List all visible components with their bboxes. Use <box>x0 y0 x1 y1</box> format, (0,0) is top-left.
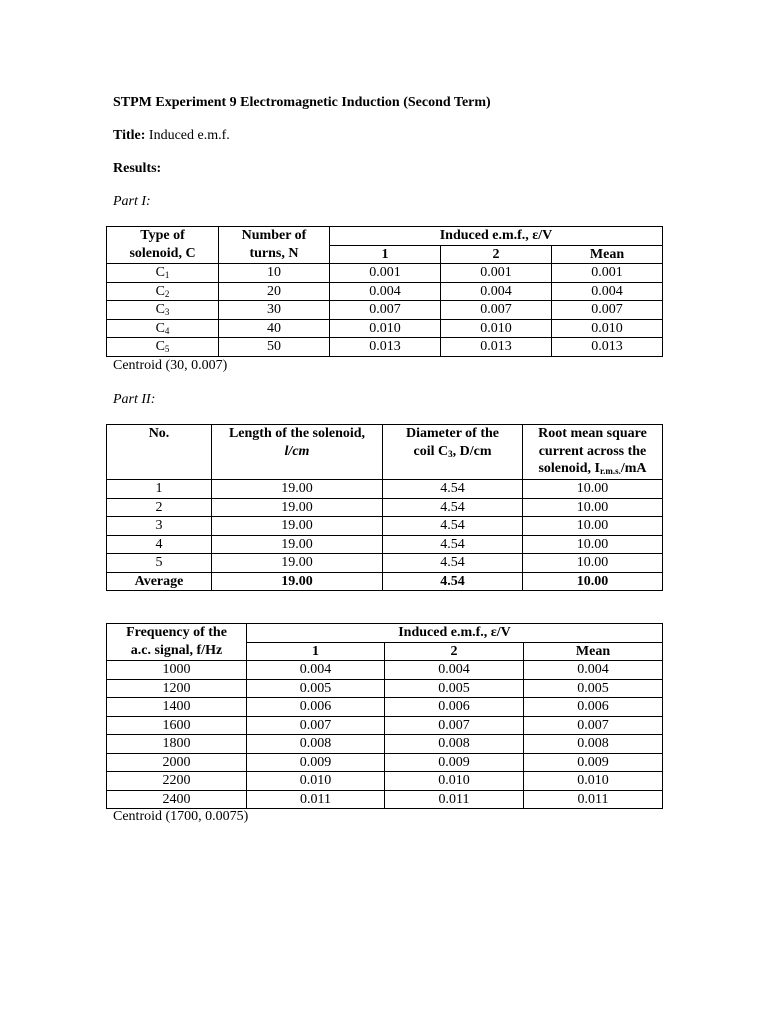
emf-mean-cell: 0.009 <box>524 753 663 772</box>
emf-mean-cell: 0.005 <box>524 679 663 698</box>
frequency-cell: 1800 <box>107 735 247 754</box>
part2-label: Part II: <box>113 392 156 407</box>
length-cell: 19.00 <box>212 480 383 499</box>
table-row <box>107 716 663 735</box>
emf-2-cell: 0.007 <box>385 716 524 735</box>
diameter-cell: 4.54 <box>383 517 523 536</box>
emf-2-cell: 0.009 <box>385 753 524 772</box>
frequency-cell: 2400 <box>107 790 247 809</box>
solenoid-type-cell: $C_2$ <box>107 282 219 301</box>
current-cell: 10.00 <box>523 498 663 517</box>
table-row <box>107 735 663 754</box>
trial-number-cell: 4 <box>107 535 212 554</box>
average-current-cell: 10.00 <box>523 572 663 591</box>
table-row <box>107 498 663 517</box>
emf-2-cell: 0.013 <box>441 338 552 357</box>
header-trial-1: 1 <box>330 245 441 264</box>
table-row <box>107 282 663 301</box>
emf-mean-cell: 0.001 <box>552 264 663 283</box>
emf-1-cell: 0.009 <box>247 753 385 772</box>
length-cell: 19.00 <box>212 535 383 554</box>
emf-mean-cell: 0.011 <box>524 790 663 809</box>
emf-2-cell: 0.001 <box>441 264 552 283</box>
header-solenoid-length: Length of the solenoid, l/cm <box>212 425 383 480</box>
turns-cell: 20 <box>219 282 330 301</box>
table-row <box>107 753 663 772</box>
table-row <box>107 554 663 573</box>
turns-cell: 50 <box>219 338 330 357</box>
emf-mean-cell: 0.004 <box>524 661 663 680</box>
average-label-cell: Average <box>107 572 212 591</box>
trial-number-cell: 5 <box>107 554 212 573</box>
average-diameter-cell: 4.54 <box>383 572 523 591</box>
header-number-of-turns: Number of turns, N <box>219 227 330 264</box>
header-trial-2: 2 <box>441 245 552 264</box>
header-induced-emf: Induced e.m.f., ε/V <box>330 227 663 246</box>
emf-mean-cell: 0.008 <box>524 735 663 754</box>
table-row <box>107 772 663 791</box>
header-mean: Mean <box>524 642 663 661</box>
emf-1-cell: 0.010 <box>330 319 441 338</box>
part1-table <box>106 226 663 357</box>
part1-label: Part I: <box>113 194 151 209</box>
header-rms-current: Root mean square current across the solenoid, $I_{r.m.s.}/mA$ <box>523 425 663 480</box>
emf-1-cell: 0.007 <box>330 301 441 320</box>
current-cell: 10.00 <box>523 517 663 536</box>
header-trial-1: 1 <box>247 642 385 661</box>
part2-centroid: Centroid (1700, 0.0075) <box>113 809 249 824</box>
emf-mean-cell: 0.010 <box>552 319 663 338</box>
emf-2-cell: 0.004 <box>441 282 552 301</box>
document-heading: STPM Experiment 9 Electromagnetic Induction (Second Term) <box>113 95 491 110</box>
solenoid-type-cell: $C_1$ <box>107 264 219 283</box>
title-label: Title: <box>113 128 146 143</box>
emf-1-cell: 0.005 <box>247 679 385 698</box>
emf-mean-cell: 0.007 <box>524 716 663 735</box>
frequency-cell: 2200 <box>107 772 247 791</box>
emf-2-cell: 0.010 <box>441 319 552 338</box>
emf-2-cell: 0.008 <box>385 735 524 754</box>
emf-mean-cell: 0.010 <box>524 772 663 791</box>
emf-mean-cell: 0.004 <box>552 282 663 301</box>
frequency-table <box>106 623 663 809</box>
table-row <box>107 790 663 809</box>
table-row <box>107 698 663 717</box>
part1-centroid: Centroid (30, 0.007) <box>113 358 228 373</box>
trial-number-cell: 1 <box>107 480 212 499</box>
table-row <box>107 338 663 357</box>
table-row <box>107 264 663 283</box>
emf-1-cell: 0.004 <box>330 282 441 301</box>
turns-cell: 40 <box>219 319 330 338</box>
average-row <box>107 572 663 591</box>
table-row <box>107 319 663 338</box>
part2-table <box>106 424 663 591</box>
emf-2-cell: 0.007 <box>441 301 552 320</box>
current-cell: 10.00 <box>523 480 663 499</box>
header-induced-emf: Induced e.m.f., ε/V <box>247 624 663 643</box>
trial-number-cell: 2 <box>107 498 212 517</box>
table-row <box>107 480 663 499</box>
diameter-cell: 4.54 <box>383 535 523 554</box>
turns-cell: 30 <box>219 301 330 320</box>
table-row <box>107 679 663 698</box>
diameter-cell: 4.54 <box>383 554 523 573</box>
current-cell: 10.00 <box>523 554 663 573</box>
header-frequency: Frequency of the a.c. signal, f/Hz <box>107 624 247 661</box>
frequency-cell: 1200 <box>107 679 247 698</box>
length-cell: 19.00 <box>212 517 383 536</box>
header-trial-2: 2 <box>385 642 524 661</box>
length-cell: 19.00 <box>212 554 383 573</box>
emf-mean-cell: 0.007 <box>552 301 663 320</box>
emf-1-cell: 0.001 <box>330 264 441 283</box>
table-row <box>107 301 663 320</box>
frequency-cell: 1000 <box>107 661 247 680</box>
solenoid-type-cell: $C_5$ <box>107 338 219 357</box>
frequency-cell: 1600 <box>107 716 247 735</box>
emf-2-cell: 0.010 <box>385 772 524 791</box>
diameter-cell: 4.54 <box>383 498 523 517</box>
turns-cell: 10 <box>219 264 330 283</box>
emf-1-cell: 0.007 <box>247 716 385 735</box>
emf-1-cell: 0.011 <box>247 790 385 809</box>
emf-2-cell: 0.006 <box>385 698 524 717</box>
diameter-cell: 4.54 <box>383 480 523 499</box>
table-row <box>107 661 663 680</box>
solenoid-type-cell: $C_4$ <box>107 319 219 338</box>
header-no: No. <box>107 425 212 480</box>
average-length-cell: 19.00 <box>212 572 383 591</box>
emf-2-cell: 0.011 <box>385 790 524 809</box>
title-line <box>113 127 230 145</box>
frequency-cell: 1400 <box>107 698 247 717</box>
length-cell: 19.00 <box>212 498 383 517</box>
frequency-cell: 2000 <box>107 753 247 772</box>
emf-2-cell: 0.004 <box>385 661 524 680</box>
emf-mean-cell: 0.006 <box>524 698 663 717</box>
emf-1-cell: 0.006 <box>247 698 385 717</box>
emf-mean-cell: 0.013 <box>552 338 663 357</box>
trial-number-cell: 3 <box>107 517 212 536</box>
header-solenoid-type: Type of solenoid, C <box>107 227 219 264</box>
results-label: Results: <box>113 161 162 176</box>
emf-1-cell: 0.004 <box>247 661 385 680</box>
table-row <box>107 535 663 554</box>
header-mean: Mean <box>552 245 663 264</box>
emf-1-cell: 0.008 <box>247 735 385 754</box>
emf-1-cell: 0.013 <box>330 338 441 357</box>
title-value: Induced e.m.f. <box>148 128 230 143</box>
current-cell: 10.00 <box>523 535 663 554</box>
solenoid-type-cell: $C_3$ <box>107 301 219 320</box>
emf-2-cell: 0.005 <box>385 679 524 698</box>
emf-1-cell: 0.010 <box>247 772 385 791</box>
table-row <box>107 517 663 536</box>
header-coil-diameter: Diameter of the coil $C_3$, D/cm <box>383 425 523 480</box>
